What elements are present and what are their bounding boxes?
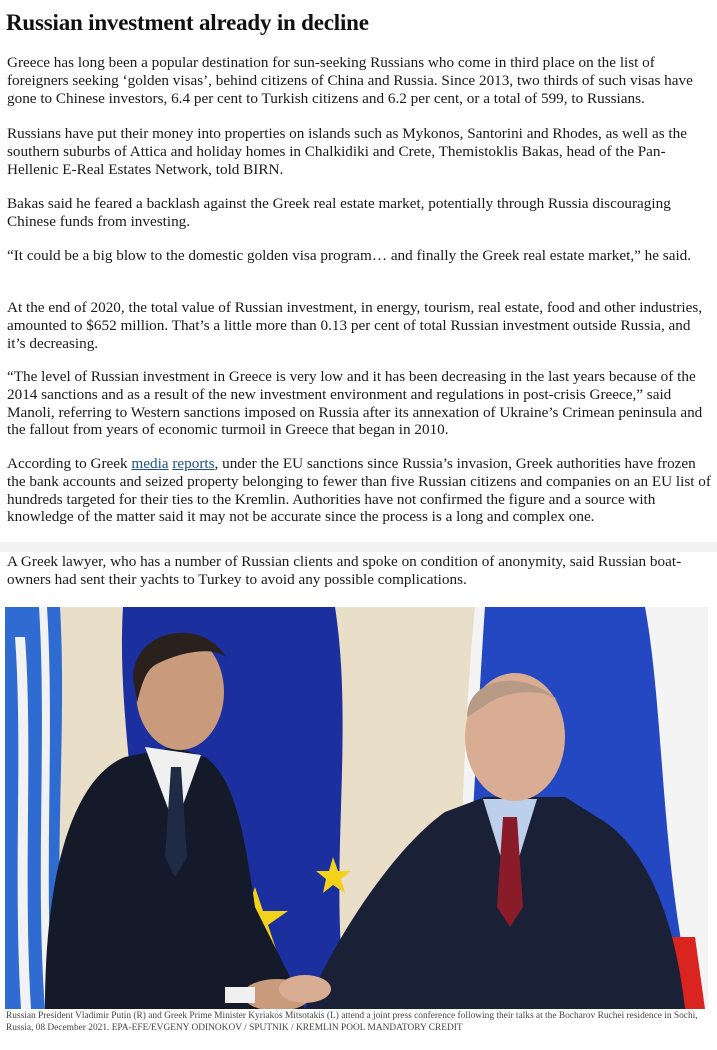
paragraph-total-investment: At the end of 2020, the total value of Russian investment, in energy, tourism, real estate, food and other industries, amounted to $652 million. That’s a little more than 0.13 per cent of total Russian investment outside Russia, and it’s decreasing.	[7, 299, 703, 352]
paragraph-backlash: Bakas said he feared a backlash against the Greek real estate market, potentially through Russia discouraging Chinese funds from investing.	[7, 195, 671, 230]
paragraph-sanctions	[7, 455, 711, 526]
photo-illustration	[5, 607, 708, 1009]
paragraph-golden-visas: Greece has long been a popular destination for sun-seeking Russians who come in third place on the list of foreigners seeking ‘golden visas’, behind citizens of China and Russia. Since 2013, two thirds of such visas have gone to Chinese investors, 6.4 per cent to Turkish citizens and 6.2 per cent, or a total of 599, to Russians.	[7, 54, 693, 107]
reports-link[interactable]: reports	[172, 455, 215, 472]
paragraph-properties: Russians have put their money into properties on islands such as Mykonos, Santorini and Rhodes, as well as the southern suburbs of Attica and holiday homes in Chalkidiki and Crete, Themistoklis Bakas, head of the Pan-Hellenic E-Real Estates Network, told BIRN.	[7, 125, 687, 178]
photo-caption: Russian President Vladimir Putin (R) and Greek Prime Minister Kyriakos Mitsotakis (L) attend a joint press conference following their talks at the Bocharov Ruchei residence in Sochi, Russia, 08 December 2021. EPA-EFE/EVGENY ODINOKOV / SPUTNIK / KREMLIN POOL MANDATORY CREDIT	[6, 1011, 698, 1033]
paragraph-sanctions-lead: According to Greek	[7, 455, 132, 472]
article-title: Russian investment already in decline	[6, 10, 369, 35]
section-divider	[0, 542, 717, 552]
paragraph-manoli-quote: “The level of Russian investment in Greece is very low and it has been decreasing in the last years because of the 2014 sanctions and as a result of the new investment environment and regulations in post-crisis Greece,” said Manoli, referring to Western sanctions imposed on Russia after its annexation of Ukraine’s Crimean peninsula and the fallout from years of economic turmoil in Greece that began in 2010.	[7, 368, 703, 439]
media-link[interactable]: media	[131, 455, 169, 472]
paragraph-sanctions-rest: , under the EU sanctions since Russia’s invasion, Greek authorities have frozen the bank accounts and seized property belonging to fewer than five Russian citizens and companies on an EU list of hundreds targeted for their ties to the Kremlin. Authorities have not confirmed the figure and a source with knowledge of the matter said it may not be accurate since the process is a long and complex one.	[7, 455, 711, 526]
paragraph-quote-blow: “It could be a big blow to the domestic golden visa program… and finally the Greek real estate market,” he said.	[7, 247, 692, 264]
press-conference-photo	[5, 607, 708, 1009]
paragraph-yachts: A Greek lawyer, who has a number of Russian clients and spoke on condition of anonymity, said Russian boat-owners had sent their yachts to Turkey to avoid any possible complications.	[7, 553, 682, 588]
